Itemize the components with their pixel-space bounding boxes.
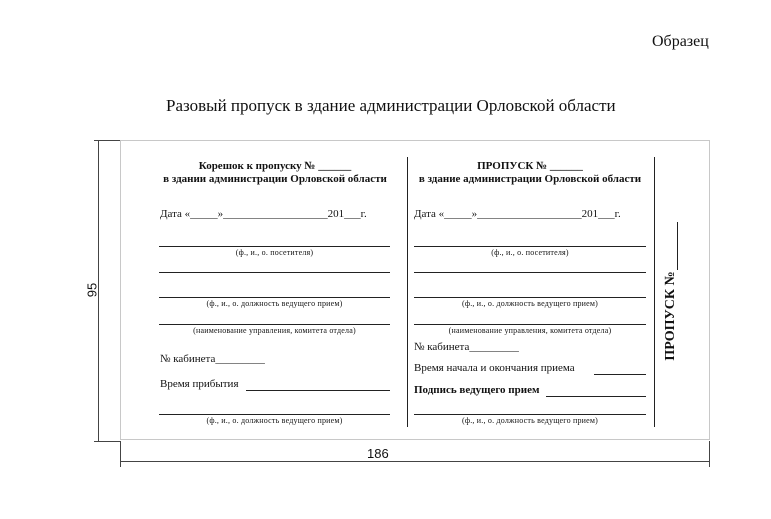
stub-arrival-label: Время прибытия [160,378,239,390]
height-dimension-top-tick [94,140,120,141]
stub-arrival-field[interactable] [246,390,390,391]
pass-heading [414,160,646,186]
pass-caption-host: (ф., и., о. должность ведущего прием) [461,416,599,425]
pass-cabinet-label: № кабинета_________ [414,341,519,353]
pass-caption-department: (наименование управления, комитета отдела) [448,326,612,335]
pass-visitor-field[interactable] [414,246,646,247]
stub-visitor-field[interactable] [159,246,390,247]
width-dimension-label: 186 [367,446,389,461]
stub-caption-host-position: (ф., и., о. должность ведущего прием) [206,299,343,308]
pass-reception-time-label: Время начала и окончания приема [414,362,575,374]
pass-caption-visitor: (ф., и., о. посетителя) [491,248,569,257]
pass-host-position-field[interactable] [414,297,646,298]
height-dimension-bottom-tick [94,441,120,442]
stub-department-field[interactable] [159,324,390,325]
stub-extra-field[interactable] [159,272,390,273]
column-divider-left [407,157,408,427]
pass-host-field[interactable] [414,414,646,415]
stub-heading-line2: в здании администрации Орловской области [163,173,387,185]
stub-heading [160,160,390,186]
stub-caption-department: (наименование управления, комитета отдела) [193,326,356,335]
sample-label: Образец [652,33,709,50]
stub-date-line: Дата «_____»___________________201___г. [160,208,367,220]
stub-host-position-field[interactable] [159,297,390,298]
stub-caption-visitor: (ф., и., о. посетителя) [235,248,314,257]
page-title: Разовый пропуск в здание администрации Орловской области [166,96,616,115]
width-dimension-line [120,461,710,462]
pass-caption-host-position: (ф., и., о. должность ведущего прием) [461,299,599,308]
width-dimension-left-tick [120,441,121,467]
stub-cabinet-label: № кабинета_________ [160,353,265,365]
column-divider-right [654,157,655,427]
pass-heading-line1: ПРОПУСК № ______ [477,160,583,172]
pass-department-field[interactable] [414,324,646,325]
stub-caption-host: (ф., и., о. должность ведущего прием) [206,416,343,425]
width-dimension-right-tick [709,441,710,467]
pass-reception-time-field[interactable] [594,374,646,375]
side-stub-number-line[interactable] [677,222,678,270]
stub-host-field[interactable] [159,414,390,415]
side-stub-label: ПРОПУСК № [663,271,678,361]
pass-heading-line2: в здание администрации Орловской области [418,173,642,185]
height-dimension-label: 95 [84,282,100,298]
stub-heading-line1: Корешок к пропуску № ______ [198,160,352,172]
pass-signature-label: Подпись ведущего прием [414,384,540,396]
pass-signature-field[interactable] [546,396,646,397]
pass-date-line: Дата «_____»___________________201___г. [414,208,621,220]
pass-extra-field[interactable] [414,272,646,273]
